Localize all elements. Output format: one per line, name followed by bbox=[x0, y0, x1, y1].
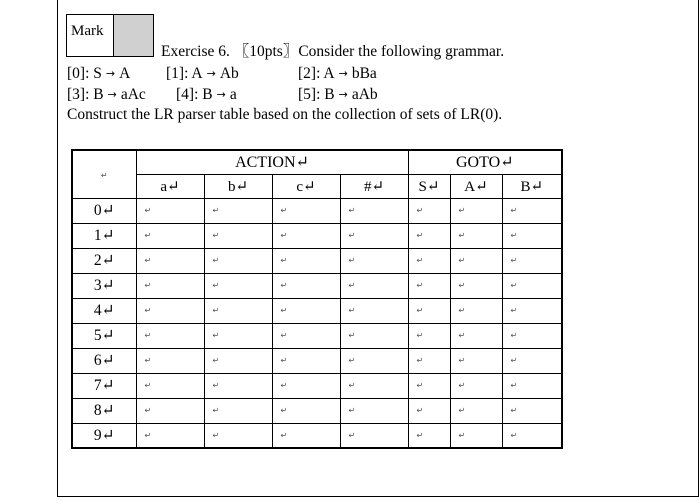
table-cell[interactable] bbox=[502, 323, 562, 348]
table-cell[interactable] bbox=[502, 298, 562, 323]
state-label: 1↵ bbox=[72, 223, 136, 248]
empty-cell-mark: ↵ bbox=[458, 430, 466, 440]
mark-score-field[interactable] bbox=[114, 15, 153, 56]
table-cell[interactable] bbox=[136, 298, 204, 323]
table-cell[interactable] bbox=[450, 198, 502, 223]
state-label: 7↵ bbox=[72, 373, 136, 398]
state-label: 4↵ bbox=[72, 298, 136, 323]
table-cell[interactable] bbox=[502, 273, 562, 298]
table-cell[interactable] bbox=[408, 423, 450, 448]
empty-cell-mark: ↵ bbox=[510, 381, 518, 390]
empty-cell-mark: ↵ bbox=[348, 231, 356, 240]
table-cell[interactable] bbox=[502, 373, 562, 398]
empty-cell-mark: ↵ bbox=[144, 306, 152, 315]
table-cell[interactable] bbox=[204, 373, 272, 398]
table-cell[interactable] bbox=[450, 398, 502, 423]
empty-cell-mark: ↵ bbox=[212, 306, 220, 315]
empty-cell-mark: ↵ bbox=[144, 430, 152, 440]
col-header-c: c↵ bbox=[272, 174, 340, 198]
table-cell[interactable] bbox=[450, 223, 502, 248]
empty-cell-mark: ↵ bbox=[348, 206, 356, 215]
empty-cell-mark: ↵ bbox=[212, 406, 220, 415]
empty-cell-mark: ↵ bbox=[280, 281, 288, 290]
empty-cell-mark: ↵ bbox=[212, 281, 220, 290]
empty-cell-mark: ↵ bbox=[280, 406, 288, 415]
table-cell[interactable] bbox=[340, 298, 408, 323]
table-cell[interactable] bbox=[340, 223, 408, 248]
table-cell[interactable] bbox=[136, 248, 204, 273]
state-label: 0↵ bbox=[72, 198, 136, 223]
col-header-A: A↵ bbox=[450, 174, 502, 198]
empty-cell-mark: ↵ bbox=[458, 231, 466, 240]
table-cell[interactable] bbox=[408, 248, 450, 273]
table-cell[interactable] bbox=[340, 273, 408, 298]
lr-parser-table bbox=[71, 149, 563, 449]
table-cell[interactable] bbox=[136, 223, 204, 248]
empty-cell-mark: ↵ bbox=[348, 381, 356, 390]
state-label: 2↵ bbox=[72, 248, 136, 273]
empty-cell-mark: ↵ bbox=[416, 430, 424, 440]
table-cell[interactable] bbox=[136, 198, 204, 223]
table-cell[interactable] bbox=[408, 298, 450, 323]
table-cell[interactable] bbox=[340, 198, 408, 223]
table-row bbox=[72, 373, 562, 398]
empty-cell-mark: ↵ bbox=[458, 206, 466, 215]
table-cell[interactable] bbox=[450, 273, 502, 298]
table-cell[interactable] bbox=[272, 373, 340, 398]
mark-label: Mark bbox=[67, 15, 114, 56]
table-row bbox=[72, 323, 562, 348]
state-label: 8↵ bbox=[72, 398, 136, 423]
empty-cell-mark: ↵ bbox=[348, 256, 356, 265]
table-row bbox=[72, 398, 562, 423]
exercise-title: Exercise 6. 〖10pts〗Consider the following grammar. bbox=[161, 43, 505, 60]
empty-cell-mark: ↵ bbox=[458, 281, 466, 290]
empty-cell-mark: ↵ bbox=[144, 406, 152, 415]
empty-cell-mark: ↵ bbox=[212, 206, 220, 215]
empty-cell-mark: ↵ bbox=[510, 406, 518, 415]
empty-cell-mark: ↵ bbox=[416, 256, 424, 265]
table-cell[interactable] bbox=[502, 248, 562, 273]
empty-cell-mark: ↵ bbox=[348, 406, 356, 415]
table-cell[interactable] bbox=[340, 373, 408, 398]
state-label: 6↵ bbox=[72, 348, 136, 373]
table-cell[interactable] bbox=[450, 323, 502, 348]
table-cell[interactable] bbox=[204, 323, 272, 348]
empty-cell-mark: ↵ bbox=[458, 306, 466, 315]
rule-0: [0]: S → A bbox=[67, 65, 131, 82]
table-cell[interactable] bbox=[450, 348, 502, 373]
col-header-S: S↵ bbox=[408, 174, 450, 198]
rule-4: [4]: B → a bbox=[176, 86, 237, 103]
empty-cell-mark: ↵ bbox=[458, 406, 466, 415]
rule-2: [2]: A → bBa bbox=[298, 65, 377, 82]
empty-cell-mark: ↵ bbox=[458, 381, 466, 390]
table-cell[interactable] bbox=[204, 348, 272, 373]
table-cell[interactable] bbox=[272, 248, 340, 273]
empty-cell-mark: ↵ bbox=[144, 206, 152, 215]
table-cell[interactable] bbox=[272, 298, 340, 323]
empty-cell-mark: ↵ bbox=[416, 306, 424, 315]
empty-cell-mark: ↵ bbox=[510, 356, 518, 365]
table-cell[interactable] bbox=[340, 348, 408, 373]
empty-cell-mark: ↵ bbox=[280, 256, 288, 265]
table-cell[interactable] bbox=[450, 423, 502, 448]
col-header-B: B↵ bbox=[502, 174, 562, 198]
empty-cell-mark: ↵ bbox=[280, 430, 288, 440]
empty-cell-mark: ↵ bbox=[212, 381, 220, 390]
table-cell[interactable] bbox=[450, 298, 502, 323]
empty-cell-mark: ↵ bbox=[510, 331, 518, 340]
table-cell[interactable] bbox=[408, 198, 450, 223]
action-header: ACTION↵ bbox=[136, 150, 408, 174]
table-cell[interactable] bbox=[204, 298, 272, 323]
table-cell[interactable] bbox=[136, 398, 204, 423]
rule-3: [3]: B → aAc bbox=[67, 86, 146, 103]
rule-1: [1]: A → Ab bbox=[166, 65, 239, 82]
empty-cell-mark: ↵ bbox=[280, 206, 288, 215]
col-header-end: #↵ bbox=[340, 174, 408, 198]
empty-cell-mark: ↵ bbox=[212, 331, 220, 340]
empty-cell-mark: ↵ bbox=[416, 331, 424, 340]
table-cell[interactable] bbox=[272, 273, 340, 298]
empty-cell-mark: ↵ bbox=[212, 231, 220, 240]
instruction-text: Construct the LR parser table based on the collection of sets of LR(0). bbox=[67, 106, 503, 123]
empty-cell-mark: ↵ bbox=[348, 356, 356, 365]
state-label: 3↵ bbox=[72, 273, 136, 298]
empty-cell-mark: ↵ bbox=[416, 206, 424, 215]
empty-cell-mark: ↵ bbox=[510, 256, 518, 265]
empty-cell-mark: ↵ bbox=[144, 281, 152, 290]
table-cell[interactable] bbox=[136, 373, 204, 398]
table-cell[interactable] bbox=[340, 323, 408, 348]
table-cell[interactable] bbox=[272, 398, 340, 423]
table-cell[interactable] bbox=[204, 423, 272, 448]
col-header-b: b↵ bbox=[204, 174, 272, 198]
table-cell[interactable] bbox=[408, 273, 450, 298]
empty-cell-mark: ↵ bbox=[510, 430, 518, 440]
table-cell[interactable] bbox=[450, 373, 502, 398]
empty-cell-mark: ↵ bbox=[144, 231, 152, 240]
state-label: 5↵ bbox=[72, 323, 136, 348]
empty-cell-mark: ↵ bbox=[416, 406, 424, 415]
table-row bbox=[72, 248, 562, 273]
col-header-a: a↵ bbox=[136, 174, 204, 198]
table-cell[interactable] bbox=[502, 198, 562, 223]
rule-5: [5]: B → aAb bbox=[298, 86, 378, 103]
table-cell[interactable] bbox=[272, 348, 340, 373]
empty-cell-mark: ↵ bbox=[416, 381, 424, 390]
empty-cell-mark: ↵ bbox=[144, 256, 152, 265]
goto-header: GOTO↵ bbox=[408, 150, 562, 174]
empty-cell-mark: ↵ bbox=[212, 356, 220, 365]
table-cell[interactable] bbox=[450, 248, 502, 273]
empty-cell-mark: ↵ bbox=[280, 356, 288, 365]
empty-cell-mark: ↵ bbox=[510, 306, 518, 315]
table-cell[interactable] bbox=[272, 423, 340, 448]
table-cell[interactable] bbox=[408, 323, 450, 348]
table-cell[interactable] bbox=[204, 223, 272, 248]
empty-cell-mark: ↵ bbox=[348, 281, 356, 290]
empty-cell-mark: ↵ bbox=[144, 331, 152, 340]
state-label: 9↵ bbox=[72, 423, 136, 448]
corner-cell: ↵ bbox=[72, 150, 136, 198]
empty-cell-mark: ↵ bbox=[416, 281, 424, 290]
table-cell[interactable] bbox=[408, 373, 450, 398]
table-cell[interactable] bbox=[502, 348, 562, 373]
table-row bbox=[72, 198, 562, 223]
table-cell[interactable] bbox=[408, 348, 450, 373]
empty-cell-mark: ↵ bbox=[458, 256, 466, 265]
empty-cell-mark: ↵ bbox=[212, 256, 220, 265]
empty-cell-mark: ↵ bbox=[280, 381, 288, 390]
table-cell[interactable] bbox=[502, 223, 562, 248]
empty-cell-mark: ↵ bbox=[510, 281, 518, 290]
table-cell[interactable] bbox=[136, 348, 204, 373]
table-cell[interactable] bbox=[272, 198, 340, 223]
empty-cell-mark: ↵ bbox=[144, 381, 152, 390]
empty-cell-mark: ↵ bbox=[348, 331, 356, 340]
empty-cell-mark: ↵ bbox=[458, 356, 466, 365]
empty-cell-mark: ↵ bbox=[280, 331, 288, 340]
table-row bbox=[72, 348, 562, 373]
empty-cell-mark: ↵ bbox=[510, 231, 518, 240]
empty-cell-mark: ↵ bbox=[458, 331, 466, 340]
table-cell[interactable] bbox=[272, 323, 340, 348]
table-cell[interactable] bbox=[204, 398, 272, 423]
mark-box bbox=[66, 14, 154, 57]
table-cell[interactable] bbox=[340, 423, 408, 448]
empty-cell-mark: ↵ bbox=[280, 231, 288, 240]
empty-cell-mark: ↵ bbox=[510, 206, 518, 215]
table-cell[interactable] bbox=[408, 223, 450, 248]
table-cell[interactable] bbox=[340, 398, 408, 423]
table-row bbox=[72, 298, 562, 323]
empty-cell-mark: ↵ bbox=[144, 356, 152, 365]
table-row bbox=[72, 223, 562, 248]
table-row bbox=[72, 273, 562, 298]
empty-cell-mark: ↵ bbox=[280, 306, 288, 315]
empty-cell-mark: ↵ bbox=[348, 430, 356, 440]
table-cell[interactable] bbox=[204, 198, 272, 223]
table-row bbox=[72, 423, 562, 448]
empty-cell-mark: ↵ bbox=[212, 430, 220, 440]
table-cell[interactable] bbox=[204, 248, 272, 273]
table-cell[interactable] bbox=[272, 223, 340, 248]
table-cell[interactable] bbox=[136, 423, 204, 448]
table-cell[interactable] bbox=[502, 398, 562, 423]
empty-cell-mark: ↵ bbox=[416, 231, 424, 240]
table-cell[interactable] bbox=[502, 423, 562, 448]
table-cell[interactable] bbox=[136, 323, 204, 348]
table-cell[interactable] bbox=[204, 273, 272, 298]
table-cell[interactable] bbox=[136, 273, 204, 298]
empty-cell-mark: ↵ bbox=[348, 306, 356, 315]
table-cell[interactable] bbox=[340, 248, 408, 273]
table-cell[interactable] bbox=[408, 398, 450, 423]
empty-cell-mark: ↵ bbox=[416, 356, 424, 365]
